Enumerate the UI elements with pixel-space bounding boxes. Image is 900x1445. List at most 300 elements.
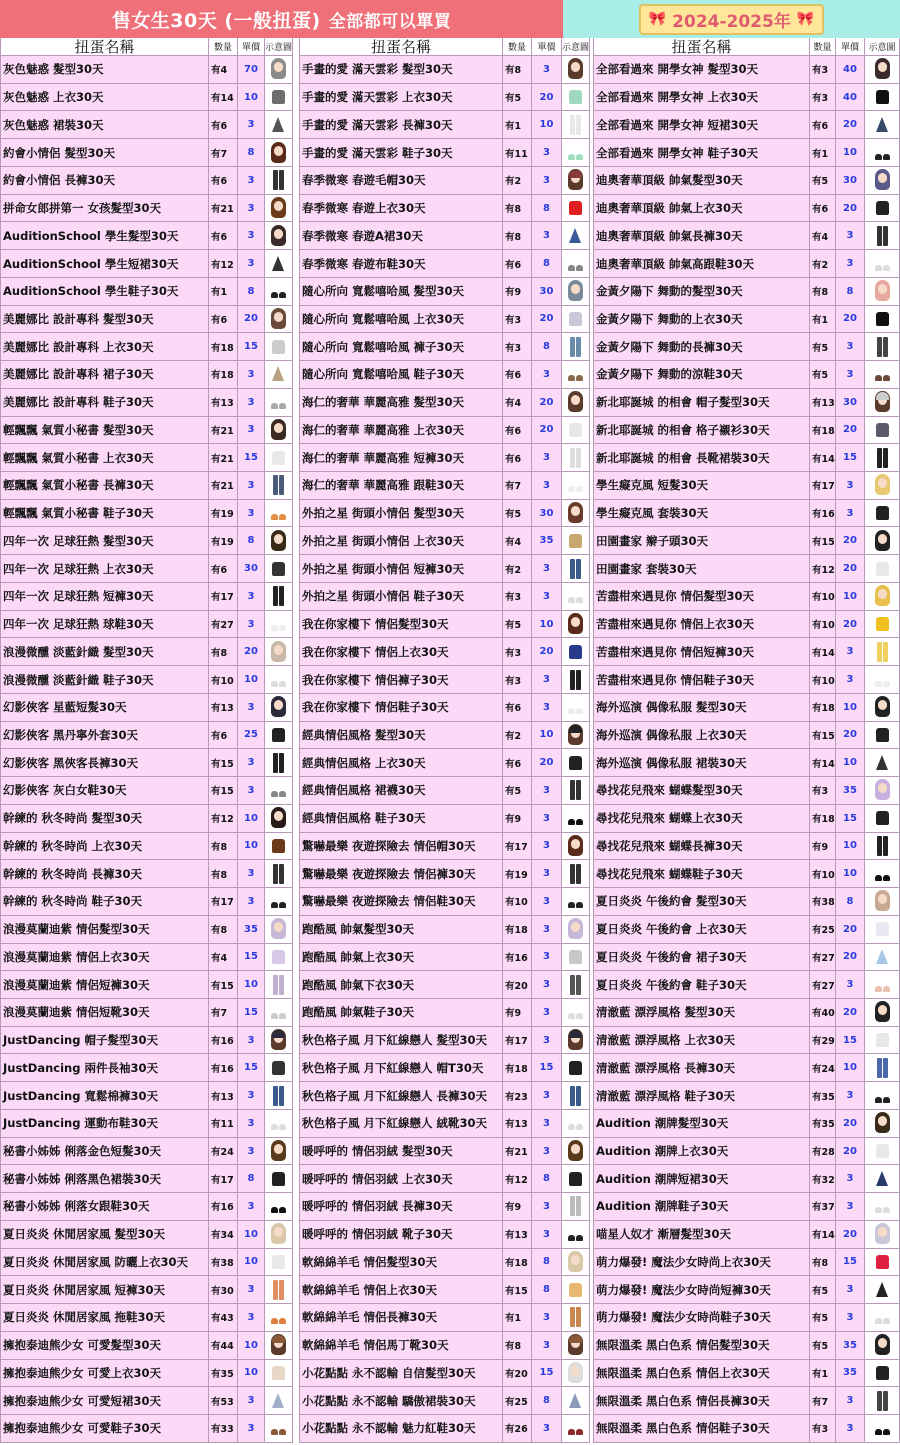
item-name: 海仁的奢華 華麗高雅 髮型30天 [300,389,503,417]
item-quantity: 有13 [503,1221,532,1249]
item-name: 手畫的愛 滿天雲彩 鞋子30天 [300,139,503,167]
item-image [562,944,590,972]
item-name: Audition 潮牌上衣30天 [594,1138,810,1166]
item-price: 8 [532,1276,562,1304]
item-image [865,1193,900,1221]
item-image [562,278,590,306]
item-image [865,1249,900,1277]
item-image [562,999,590,1027]
shoes-thumbnail-icon [270,1417,287,1439]
shoe-shape [576,819,583,825]
item-name: 迪奧奢華頂級 帥氣長褲30天 [594,222,810,250]
item-name: 夏日炎炎 休閒居家風 髮型30天 [1,1221,209,1249]
item-quantity: 有16 [209,1027,238,1055]
shoe-shape [279,1124,286,1130]
item-image [865,500,900,528]
banner-subtitle: 全部都可以單買 [328,11,452,32]
header-name: 扭蛋名稱 [594,38,810,56]
item-quantity: 有3 [503,638,532,666]
face-shape [878,783,887,793]
item-image [562,527,590,555]
item-price: 3 [238,1387,265,1415]
item-image [265,1332,293,1360]
item-name: 跑酷風 帥氣下衣30天 [300,971,503,999]
item-name: 萌力爆發! 魔法少女時尚上衣30天 [594,1249,810,1277]
item-price: 3 [532,916,562,944]
item-quantity: 有3 [810,777,836,805]
shoe-shape [279,403,286,409]
top-shape [272,1255,285,1269]
item-image [865,749,900,777]
item-name: 小花點點 永不認輸 驕傲裙裝30天 [300,1387,503,1415]
face-shape [878,62,887,72]
item-quantity: 有25 [810,916,836,944]
item-quantity: 有8 [503,1332,532,1360]
shoe-shape [271,292,278,298]
item-image [865,527,900,555]
item-image [865,250,900,278]
item-quantity: 有6 [209,555,238,583]
item-image [865,361,900,389]
item-image [265,1027,293,1055]
hair-thumbnail-icon [567,280,584,302]
item-name: 幹練的 秋冬時尚 長褲30天 [1,860,209,888]
item-image [562,1138,590,1166]
hat-shape [876,392,889,400]
item-image [562,722,590,750]
top-shape [569,645,582,659]
shoe-shape [271,403,278,409]
top-thumbnail-icon [270,1251,287,1273]
shoes-thumbnail-icon [874,363,891,385]
shoe-shape [271,514,278,520]
top-shape [272,90,285,104]
leg-shape [576,1086,581,1106]
item-quantity: 有7 [810,1387,836,1415]
item-name: AuditionSchool 學生短裙30天 [1,250,209,278]
item-name: 尋找花兒飛來 蝴蝶上衣30天 [594,805,810,833]
item-price: 3 [836,1304,865,1332]
item-name: 夏日炎炎 休閒居家風 短褲30天 [1,1276,209,1304]
shoe-shape [576,1429,583,1435]
hair-thumbnail-icon [874,1001,891,1023]
item-quantity: 有5 [810,167,836,195]
top-shape [272,562,285,576]
legs-thumbnail-icon [567,336,584,358]
item-price: 40 [836,84,865,112]
leg-shape [576,975,581,995]
item-quantity: 有19 [503,860,532,888]
item-name: 清澈藍 漂浮風格 鞋子30天 [594,1082,810,1110]
hat-shape [569,1030,582,1038]
leg-shape [576,559,581,579]
item-quantity: 有16 [209,1193,238,1221]
item-price: 20 [836,611,865,639]
shoe-shape [576,902,583,908]
face-shape [274,312,283,322]
item-quantity: 有35 [810,1110,836,1138]
item-name: 尋找花兒飛來 蝴蝶髮型30天 [594,777,810,805]
item-name: 軟綿綿羊毛 情侶馬丁靴30天 [300,1332,503,1360]
item-name: 秋色格子風 月下紅線戀人 髮型30天 [300,1027,503,1055]
item-image [562,1082,590,1110]
item-name: 美麗娜比 設計專科 上衣30天 [1,333,209,361]
year-label: 2024-2025年 [672,11,791,32]
leg-shape [273,586,278,606]
item-name: 夏日炎炎 午後約會 髮型30天 [594,888,810,916]
item-quantity: 有15 [209,971,238,999]
item-name: 暖呼呼的 情侶羽絨 上衣30天 [300,1165,503,1193]
top-thumbnail-icon [270,1168,287,1190]
item-quantity: 有2 [810,250,836,278]
item-price: 3 [836,638,865,666]
item-image [865,167,900,195]
item-price: 10 [836,694,865,722]
item-quantity: 有35 [810,1082,836,1110]
item-quantity: 有27 [810,971,836,999]
legs-thumbnail-icon [270,974,287,996]
shoe-shape [883,154,890,160]
item-image [562,888,590,916]
legs-thumbnail-icon [270,1085,287,1107]
item-price: 20 [532,638,562,666]
item-image [865,833,900,861]
leg-shape [570,1307,575,1327]
item-quantity: 有12 [209,805,238,833]
item-price: 3 [532,1332,562,1360]
item-name: 約會小情侶 髮型30天 [1,139,209,167]
leg-shape [273,170,278,190]
year-banner [563,0,900,38]
item-price: 3 [532,444,562,472]
item-image [265,1138,293,1166]
item-image [865,1165,900,1193]
item-quantity: 有7 [503,472,532,500]
face-shape [274,146,283,156]
item-image [865,1221,900,1249]
item-quantity: 有5 [810,1304,836,1332]
top-thumbnail-icon [270,724,287,746]
item-price: 3 [836,1193,865,1221]
top-shape [272,340,285,354]
item-image [865,389,900,417]
item-name: 海仁的奢華 華麗高雅 短褲30天 [300,444,503,472]
shoe-shape [576,1013,583,1019]
item-price: 35 [238,916,265,944]
hair-thumbnail-icon [270,419,287,441]
item-name: 海外巡演 偶像私服 上衣30天 [594,722,810,750]
item-price: 3 [532,999,562,1027]
item-name: 幻影俠客 星藍短髮30天 [1,694,209,722]
leg-shape [279,170,284,190]
item-image [865,971,900,999]
item-price: 8 [836,278,865,306]
hair-thumbnail-icon [270,641,287,663]
item-name: 學生癡克風 套裝30天 [594,500,810,528]
shoe-shape [271,681,278,687]
shoe-shape [875,875,882,881]
shoe-shape [576,708,583,714]
header-qty: 數量 [810,38,836,56]
item-quantity: 有9 [503,999,532,1027]
item-image [265,1249,293,1277]
top-thumbnail-icon [874,724,891,746]
item-image [865,1415,900,1443]
item-name: 秘書小姊姊 俐落女跟鞋30天 [1,1193,209,1221]
item-quantity: 有29 [810,1027,836,1055]
item-name: 擁抱泰迪熊少女 可愛鞋子30天 [1,1415,209,1443]
item-quantity: 有6 [503,749,532,777]
top-shape [876,811,889,825]
leg-shape [877,448,882,468]
item-quantity: 有8 [209,916,238,944]
item-image [265,971,293,999]
hair-thumbnail-icon [270,918,287,940]
item-name: 輕飄飄 氣質小秘書 長褲30天 [1,472,209,500]
item-name: 外拍之星 街頭小情侶 上衣30天 [300,527,503,555]
item-price: 3 [238,389,265,417]
top-thumbnail-icon [270,946,287,968]
item-quantity: 有17 [503,833,532,861]
item-price: 25 [238,722,265,750]
hat-shape [569,170,582,178]
shoes-thumbnail-icon [567,890,584,912]
item-quantity: 有17 [209,1165,238,1193]
item-price: 8 [532,333,562,361]
item-quantity: 有14 [810,1221,836,1249]
item-price: 3 [532,583,562,611]
item-price: 8 [238,278,265,306]
top-thumbnail-icon [874,86,891,108]
shoes-thumbnail-icon [270,890,287,912]
item-price: 3 [836,1415,865,1443]
item-image [865,1304,900,1332]
hat-shape [569,1335,582,1343]
item-quantity: 有2 [503,555,532,583]
face-shape [878,173,887,183]
item-quantity: 有37 [810,1193,836,1221]
item-quantity: 有23 [503,1082,532,1110]
top-shape [876,90,889,104]
item-quantity: 有8 [209,638,238,666]
leg-shape [877,1391,882,1411]
item-quantity: 有8 [209,833,238,861]
item-image [562,1110,590,1138]
leg-shape [273,864,278,884]
item-price: 15 [238,999,265,1027]
item-image [865,694,900,722]
top-thumbnail-icon [874,502,891,524]
item-name: 海仁的奢華 華麗高雅 上衣30天 [300,417,503,445]
item-image [562,1054,590,1082]
item-quantity: 有6 [209,222,238,250]
face-shape [274,1144,283,1154]
hair-thumbnail-icon [874,474,891,496]
hair-thumbnail-icon [567,918,584,940]
item-name: 幻影俠客 黑丹寧外套30天 [1,722,209,750]
item-quantity: 有17 [209,888,238,916]
item-price: 20 [532,306,562,334]
hair-thumbnail-icon [567,1362,584,1384]
item-quantity: 有18 [810,694,836,722]
item-image [562,805,590,833]
item-price: 3 [836,250,865,278]
item-name: 手畫的愛 滿天雲彩 髮型30天 [300,56,503,84]
shoe-shape [568,154,575,160]
item-image [265,1221,293,1249]
item-quantity: 有8 [810,278,836,306]
shoe-shape [875,265,882,271]
item-name: 夏日炎炎 休閒居家風 防曬上衣30天 [1,1249,209,1277]
top-thumbnail-icon [567,1057,584,1079]
item-quantity: 有15 [810,722,836,750]
item-quantity: 有18 [810,805,836,833]
item-price: 20 [836,195,865,223]
face-shape [878,1116,887,1126]
item-name: 驚嚇最樂 夜遊探險去 情侶鞋30天 [300,888,503,916]
top-thumbnail-icon [567,530,584,552]
top-thumbnail-icon [270,835,287,857]
face-shape [571,1255,580,1265]
hat-thumbnail-icon [567,169,584,191]
item-price: 3 [238,888,265,916]
item-name: 軟綿綿羊毛 情侶長褲30天 [300,1304,503,1332]
item-price: 3 [238,250,265,278]
item-image [865,666,900,694]
leg-shape [273,1280,278,1300]
hair-thumbnail-icon [567,1140,584,1162]
top-shape [876,562,889,576]
legs-thumbnail-icon [874,641,891,663]
title-banner [0,0,563,38]
item-image [265,1082,293,1110]
item-name: 萌力爆發! 魔法少女時尚鞋子30天 [594,1304,810,1332]
face-shape [878,700,887,710]
item-name: 驚嚇最樂 夜遊探險去 情侶褲30天 [300,860,503,888]
top-shape [876,1366,889,1380]
item-quantity: 有3 [810,1415,836,1443]
item-quantity: 有18 [503,916,532,944]
top-shape [876,617,889,631]
item-price: 30 [836,389,865,417]
shoe-shape [279,791,286,797]
top-thumbnail-icon [874,308,891,330]
item-image [562,472,590,500]
hair-thumbnail-icon [874,585,891,607]
top-shape [876,201,889,215]
skirt-shape [876,755,888,770]
hair-thumbnail-icon [567,502,584,524]
header-image: 示意圖 [265,38,293,56]
item-image [265,1360,293,1388]
item-price: 20 [836,1138,865,1166]
leg-shape [279,753,284,773]
item-image [865,139,900,167]
header-price: 單價 [836,38,865,56]
item-name: 灰色魅惑 髮型30天 [1,56,209,84]
item-price: 8 [238,139,265,167]
item-quantity: 有12 [503,1165,532,1193]
item-table-2 [299,38,590,1443]
item-quantity: 有14 [209,84,238,112]
item-image [562,1415,590,1443]
item-image [265,222,293,250]
item-image [562,749,590,777]
shoes-thumbnail-icon [874,974,891,996]
item-quantity: 有15 [810,527,836,555]
item-name: 手畫的愛 滿天雲彩 長褲30天 [300,111,503,139]
skirt-shape [569,228,581,243]
item-price: 70 [238,56,265,84]
item-price: 3 [836,333,865,361]
item-price: 15 [238,444,265,472]
item-price: 30 [238,555,265,583]
item-image [562,333,590,361]
item-name: 秋色格子風 月下紅線戀人 帽T30天 [300,1054,503,1082]
item-name: 秘書小姊姊 俐落金色短髮30天 [1,1138,209,1166]
item-price: 3 [532,777,562,805]
item-image [865,417,900,445]
item-quantity: 有5 [810,361,836,389]
item-quantity: 有24 [810,1054,836,1082]
hair-thumbnail-icon [270,225,287,247]
item-price: 3 [532,833,562,861]
item-quantity: 有5 [810,1276,836,1304]
item-price: 3 [238,1304,265,1332]
item-image [865,722,900,750]
item-quantity: 有20 [503,1360,532,1388]
item-price: 3 [238,583,265,611]
header-price: 單價 [238,38,265,56]
skirt-shape [876,117,888,132]
shoe-shape [279,1318,286,1324]
item-name: 新北耶誕城 的相會 帽子髮型30天 [594,389,810,417]
item-price: 30 [836,167,865,195]
item-price: 20 [238,306,265,334]
face-shape [274,201,283,211]
item-image [865,944,900,972]
shoe-shape [568,708,575,714]
item-name: 約會小情侶 長褲30天 [1,167,209,195]
item-quantity: 有6 [209,306,238,334]
shoes-thumbnail-icon [567,1112,584,1134]
leg-shape [279,475,284,495]
item-image [865,472,900,500]
item-quantity: 有21 [209,444,238,472]
hat-thumbnail-icon [270,1334,287,1356]
item-name: 迪奧奢華頂級 帥氣髮型30天 [594,167,810,195]
item-price: 35 [836,1332,865,1360]
item-price: 3 [532,1110,562,1138]
item-name: 新北耶誕城 的相會 長靴裙裝30天 [594,444,810,472]
item-quantity: 有15 [209,777,238,805]
item-quantity: 有28 [810,1138,836,1166]
item-name: 幹練的 秋冬時尚 鞋子30天 [1,888,209,916]
item-image [265,1110,293,1138]
item-quantity: 有1 [503,1304,532,1332]
legs-thumbnail-icon [270,585,287,607]
item-price: 10 [836,833,865,861]
item-name: 四年一次 足球狂熱 髮型30天 [1,527,209,555]
item-quantity: 有4 [209,944,238,972]
item-quantity: 有20 [503,971,532,999]
shoe-shape [568,902,575,908]
shoe-shape [875,154,882,160]
item-quantity: 有5 [503,84,532,112]
item-quantity: 有18 [503,1054,532,1082]
item-image [265,333,293,361]
item-price: 3 [532,1082,562,1110]
